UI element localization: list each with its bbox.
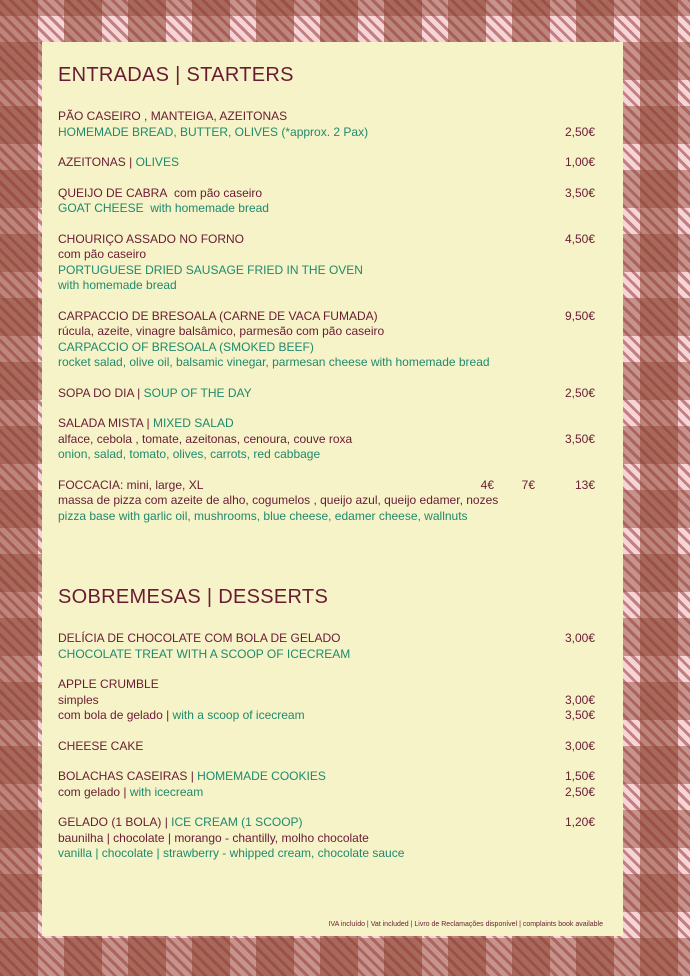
menu-sheet	[42, 42, 623, 936]
menu-item-carpaccio: CARPACCIO DE BRESOALA (CARNE DE VACA FUMADA) 9,50€ rúcula, azeite, vinagre balsâmico, parmesão com pão caseiro CARPACCIO OF BRESOALA (SMOKED BEEF) rocket salad, olive oil, balsamic vinegar, parmesan cheese with homemade bread	[58, 308, 595, 369]
menu-item-foccacia: FOCCACIA: mini, large, XL 4€ 7€ 13€ massa de pizza com azeite de alho, cogumelos , queijo azul, queijo edamer, nozes pizza base with garlic oil, mushrooms, blue cheese, edamer cheese, wallnuts	[58, 477, 595, 523]
price: 2,50€	[564, 385, 595, 400]
menu-item-chourico: CHOURIÇO ASSADO NO FORNO 4,50€ com pão caseiro PORTUGUESE DRIED SAUSAGE FRIED IN THE OVEN with homemade bread	[58, 231, 595, 292]
menu-item-goat-cheese: QUEIJO DE CABRA com pão caseiro 3,50€ GOAT CHEESE with homemade bread	[58, 185, 595, 215]
section-title-desserts: SOBREMESAS | DESSERTS	[58, 586, 329, 608]
price: 3,00€	[564, 631, 595, 645]
price: 1,00€	[564, 155, 595, 169]
price: 3,00€	[564, 738, 595, 753]
price-options: 4€ 7€ 13€	[480, 477, 595, 492]
price: 4,50€	[564, 231, 595, 246]
menu-item-ice-cream: GELADO (1 BOLA) | ICE CREAM (1 SCOOP) 1,20€ baunilha | chocolate | morango - chantilly, molho chocolate vanilla | chocolate | strawberry - whipped cream, chocolate sauce	[58, 815, 595, 860]
menu-item-mixed-salad: SALADA MISTA | MIXED SALAD alface, cebola , tomate, azeitonas, cenoura, couve roxa 3,50€ onion, salad, tomato, olives, carrots, red cabbage	[58, 416, 595, 461]
price: 3,50€	[564, 185, 595, 200]
menu-item-soup: SOPA DO DIA | SOUP OF THE DAY 2,50€	[58, 385, 595, 400]
price: 2,50€	[564, 124, 595, 139]
menu-item-cookies: BOLACHAS CASEIRAS | HOMEMADE COOKIES 1,50€ com gelado | with icecream 2,50€	[58, 769, 595, 799]
menu-item-apple-crumble: APPLE CRUMBLE simples 3,00€ com bola de gelado | with a scoop of icecream 3,50€	[58, 677, 595, 722]
menu-item-olives: AZEITONAS | OLIVES 1,00€	[58, 155, 595, 169]
section-title-starters: ENTRADAS | STARTERS	[58, 64, 294, 86]
price: 1,50€	[564, 769, 595, 783]
price: 3,00€	[564, 692, 595, 707]
menu-item-homemade-bread: PÃO CASEIRO , MANTEIGA, AZEITONAS HOMEMADE BREAD, BUTTER, OLIVES (*approx. 2 Pax) 2,50€	[58, 109, 595, 139]
price: 1,20€	[564, 815, 595, 829]
price: 3,50€	[564, 708, 595, 722]
menu-item-chocolate-treat: DELÍCIA DE CHOCOLATE COM BOLA DE GELADO 3,00€ CHOCOLATE TREAT WITH A SCOOP OF ICECREAM	[58, 631, 595, 661]
price: 3,50€	[564, 431, 595, 446]
starters-section	[58, 64, 595, 524]
footer-note: IVA incluído | Vat included | Livro de Reclamações disponível | complaints book available	[328, 921, 603, 928]
menu-item-cheese-cake: CHEESE CAKE 3,00€	[58, 738, 595, 753]
desserts-section	[58, 586, 595, 862]
price: 9,50€	[564, 308, 595, 323]
price: 2,50€	[564, 784, 595, 799]
